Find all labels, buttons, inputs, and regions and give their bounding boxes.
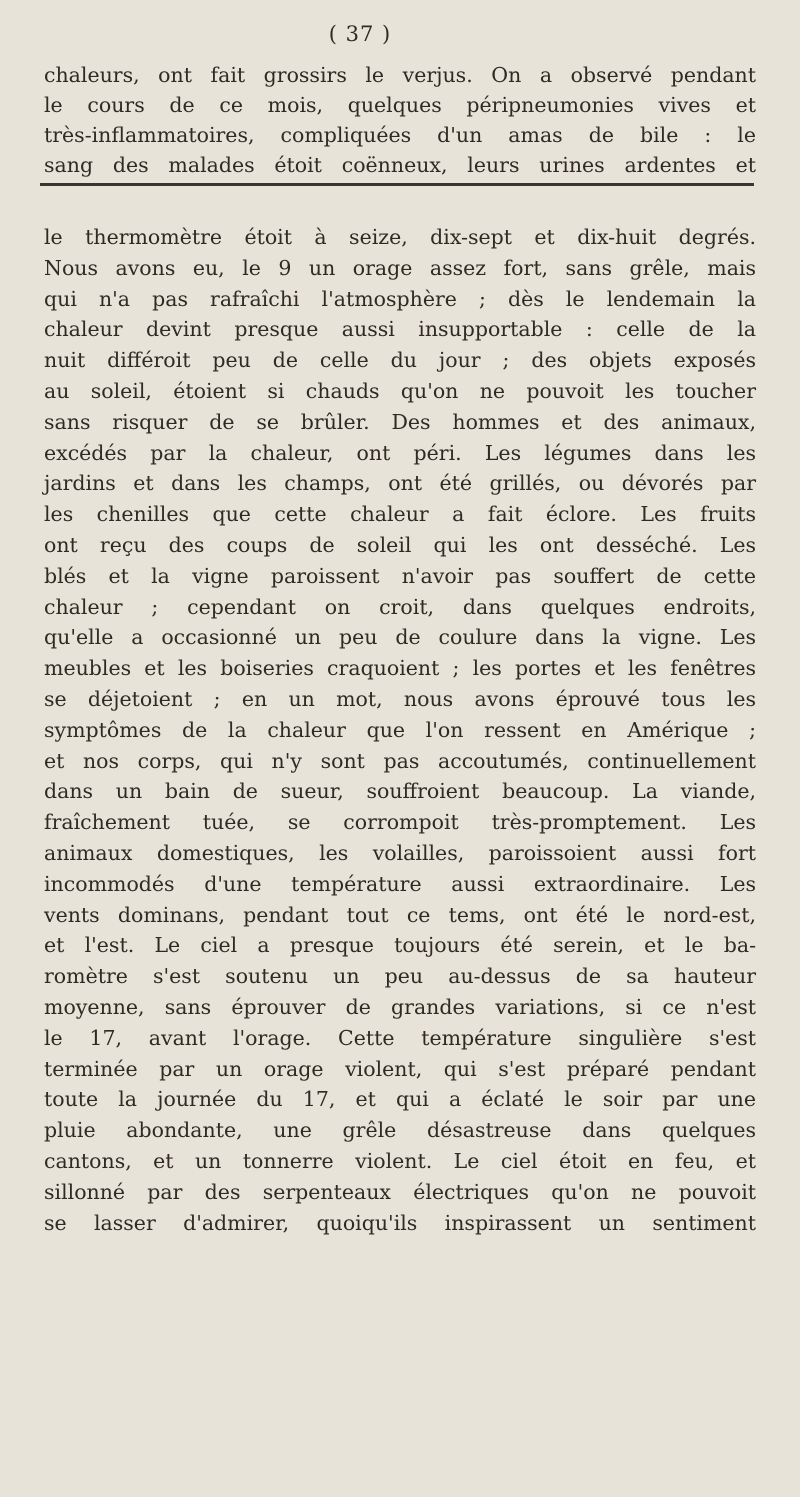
page-number: ( 37 ) [328,22,392,46]
text-line: animaux domestiques, les volailles, paroissoient aussi fort [44,840,756,865]
text-line: se lasser d'admirer, quoiqu'ils inspirassent un sentiment [44,1210,756,1235]
text-line: Nous avons eu, le 9 un orage assez fort, sans grêle, mais [44,255,756,280]
text-line: romètre s'est soutenu un peu au-dessus de sa hauteur [44,964,756,989]
text-line: fraîchement tuée, se corrompoit très-promptement. Les [44,810,756,835]
text-line: et nos corps, qui n'y sont pas accoutumés, continuellement [44,748,756,773]
text-line: au soleil, étoient si chauds qu'on ne pouvoit les toucher [44,378,756,403]
text-line: qui n'a pas rafraîchi l'atmosphère ; dès le lendemain la [44,286,756,311]
text-line: sillonné par des serpenteaux électriques qu'on ne pouvoit [44,1179,756,1204]
text-line: et l'est. Le ciel a presque toujours été serein, et le ba- [44,933,756,958]
text-line: nuit différoit peu de celle du jour ; des objets exposés [44,348,756,373]
text-line: chaleur ; cependant on croit, dans quelques endroits, [44,594,756,619]
text-line: pluie abondante, une grêle désastreuse dans quelques [44,1118,756,1143]
text-line: blés et la vigne paroissent n'avoir pas souffert de cette [44,563,756,588]
text-line: terminée par un orage violent, qui s'est préparé pendant [44,1056,756,1081]
text-line: toute la journée du 17, et qui a éclaté le soir par une [44,1087,756,1112]
text-line: les chenilles que cette chaleur a fait éclore. Les fruits [44,502,756,527]
text-line: très-inflammatoires, compliquées d'un amas de bile : le [44,123,756,147]
text-line: le cours de ce mois, quelques péripneumonies vives et [44,93,756,117]
text-line: jardins et dans les champs, ont été grillés, ou dévorés par [44,471,756,496]
text-line: ont reçu des coups de soleil qui les ont desséché. Les [44,532,756,557]
text-line: le 17, avant l'orage. Cette température singulière s'est [44,1025,756,1050]
horizontal-rule [40,183,754,186]
main-paragraph [44,222,756,1238]
text-line: dans un bain de sueur, souffroient beaucoup. La viande, [44,779,756,804]
text-line: incommodés d'une température aussi extraordinaire. Les [44,871,756,896]
text-line: qu'elle a occasionné un peu de coulure dans la vigne. Les [44,625,756,650]
text-line: se déjetoient ; en un mot, nous avons éprouvé tous les [44,686,756,711]
text-line: chaleur devint presque aussi insupportable : celle de la [44,317,756,342]
text-line: sang des malades étoit coënneux, leurs urines ardentes et [44,153,756,177]
text-line: cantons, et un tonnerre violent. Le ciel étoit en feu, et [44,1148,756,1173]
text-line: meubles et les boiseries craquoient ; les portes et les fenêtres [44,656,756,681]
text-line: chaleurs, ont fait grossirs le verjus. On a observé pendant [44,63,756,87]
text-line: le thermomètre étoit à seize, dix-sept et dix-huit degrés. [44,225,756,249]
text-line: moyenne, sans éprouver de grandes variations, si ce n'est [44,994,756,1019]
text-line: excédés par la chaleur, ont péri. Les légumes dans les [44,440,756,465]
text-line: sans risquer de se brûler. Des hommes et des animaux, [44,409,756,434]
continued-paragraph [44,60,756,180]
text-line: symptômes de la chaleur que l'on ressent en Amérique ; [44,717,756,742]
text-line: vents dominans, pendant tout ce tems, ont été le nord-est, [44,902,756,927]
